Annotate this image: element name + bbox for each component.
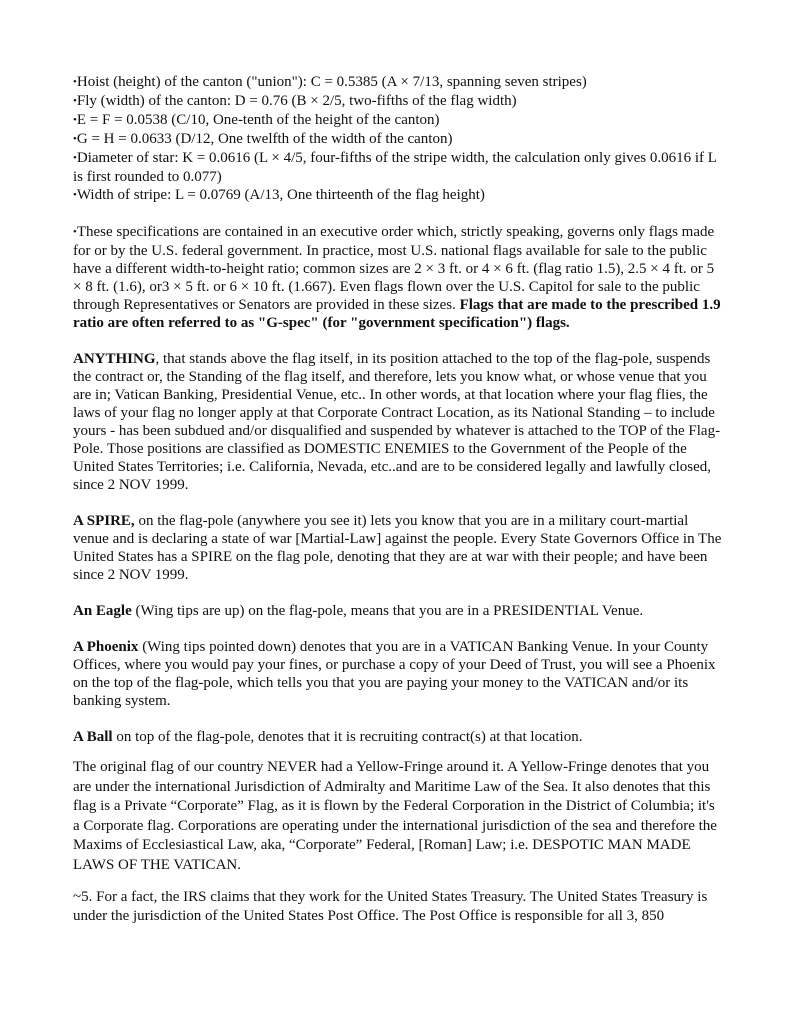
list-item [73, 186, 723, 205]
eagle-lead: An Eagle [73, 603, 132, 619]
list-item-text: E = F = 0.0538 (C/10, One-tenth of the height of the canton) [76, 112, 440, 128]
fringe-text: The original flag of our country NEVER had a Yellow-Fringe around it. A Yellow-Fringe denotes that you are under the international Jurisdiction of Admiralty and Maritime Law of the Sea. It also denotes that this flag is a Private “Corporate” Flag, as it is flown by the Federal Corporation in the District of Columbia; it's a Corporate flag. Corporations are operating under the international jurisdiction of the sea and therefore the Maxims of Ecclesiastical Law, aka, “Corporate” Federal, [Roman] Law; i.e. DESPOTIC MAN MADE LAWS OF THE VATICAN. [73, 759, 717, 873]
bullet-icon: • [73, 114, 77, 126]
spire-lead: A SPIRE, [73, 513, 135, 529]
anything-text: , that stands above the flag itself, in its position attached to the top of the flag-pole, suspends the contract or, the Standing of the flag itself, and therefore, lets you know what, or whose venue that you are in; Vatican Banking, Presidential Venue, etc.. In other words, at that location where your flag flies, the laws of your flag no longer apply at that Corporate Contract Location, as its National Standing – to include yours - has been subdued and/or disqualified and suspended by whatever is attached to the TOP of the Flag-Pole. Those positions are classified as DOMESTIC ENEMIES to the Government of the People of the United States Territories; i.e. California, Nevada, etc..and are to be considered legally and lawfully closed, since 2 NOV 1999. [73, 351, 721, 493]
eagle-text: (Wing tips are up) on the flag-pole, means that you are in a PRESIDENTIAL Venue. [131, 603, 644, 619]
flag-specification-list [73, 73, 723, 205]
bullet-icon: • [73, 152, 77, 164]
ball-text: on top of the flag-pole, denotes that it is recruiting contract(s) at that location. [112, 729, 583, 745]
bullet-icon: • [73, 133, 77, 145]
ball-paragraph [73, 728, 723, 746]
list-item-text: G = H = 0.0633 (D/12, One twelfth of the width of the canton) [76, 131, 453, 147]
specification-text: These specifications are contained in an executive order which, strictly speaking, governs only flags made for or by the U.S. federal government. In practice, most U.S. national flags available for sale to the public have a different width-to-height ratio; common sizes are 2 × 3 ft. or 4 × 6 ft. (flag ratio 1.5), 2.5 × 4 ft. or 5 × 8 ft. (1.6), or3 × 5 ft. or 6 × 10 ft. (1.667). Even flags flown over the U.S. Capitol for sale to the public through Representatives or Senators are provided in these sizes. [73, 224, 715, 313]
eagle-paragraph [73, 602, 723, 620]
phoenix-text: (Wing tips pointed down) denotes that you are in a VATICAN Banking Venue. In your County Offices, where you would pay your fines, or purchase a copy of your Deed of Trust, you will see a Phoenix on the top of the flag-pole, which tells you that you are paying your money to the VATICAN and/or its banking system. [73, 639, 716, 709]
specification-paragraph [73, 223, 723, 332]
list-item [73, 130, 723, 149]
bullet-icon: • [73, 95, 77, 107]
spire-paragraph [73, 512, 723, 584]
irs-text: ~5. For a fact, the IRS claims that they work for the United States Treasury. The United States Treasury is under the jurisdiction of the United States Post Office. The Post Office is responsible for all 3, 850 [73, 888, 708, 925]
list-item [73, 149, 723, 186]
anything-lead: ANYTHING [73, 351, 156, 367]
list-item-text: Width of stripe: L = 0.0769 (A/13, One thirteenth of the flag height) [76, 187, 485, 203]
list-item [73, 73, 723, 92]
list-item [73, 111, 723, 130]
list-item-text: Fly (width) of the canton: D = 0.76 (B × 2/5, two-fifths of the flag width) [76, 93, 517, 109]
phoenix-paragraph [73, 638, 723, 710]
phoenix-lead: A Phoenix [73, 639, 139, 655]
fringe-paragraph [73, 758, 723, 876]
list-item-text: Diameter of star: K = 0.0616 (L × 4/5, four-fifths of the stripe width, the calculation only gives 0.0616 if L is first rounded to 0.077) [73, 150, 717, 185]
specification-bold-text: Flags that are made to the prescribed 1.9 ratio are often referred to as "G-spec" (for "government specification") flags. [73, 297, 721, 331]
bullet-icon: • [73, 226, 77, 238]
bullet-icon: • [73, 189, 77, 201]
anything-paragraph [73, 350, 723, 494]
document-page [73, 73, 723, 927]
list-item [73, 92, 723, 111]
ball-lead: A Ball [73, 729, 113, 745]
bullet-icon: • [73, 76, 77, 88]
spire-text: on the flag-pole (anywhere you see it) lets you know that you are in a military court-martial venue and is declaring a state of war [Martial-Law] against the people. Every State Governors Office in The United States has a SPIRE on the flag pole, denoting that they are at war with their people; and have been since 2 NOV 1999. [73, 513, 722, 583]
list-item-text: Hoist (height) of the canton ("union"): C = 0.5385 (A × 7/13, spanning seven stripes) [76, 74, 587, 90]
irs-paragraph [73, 888, 723, 927]
